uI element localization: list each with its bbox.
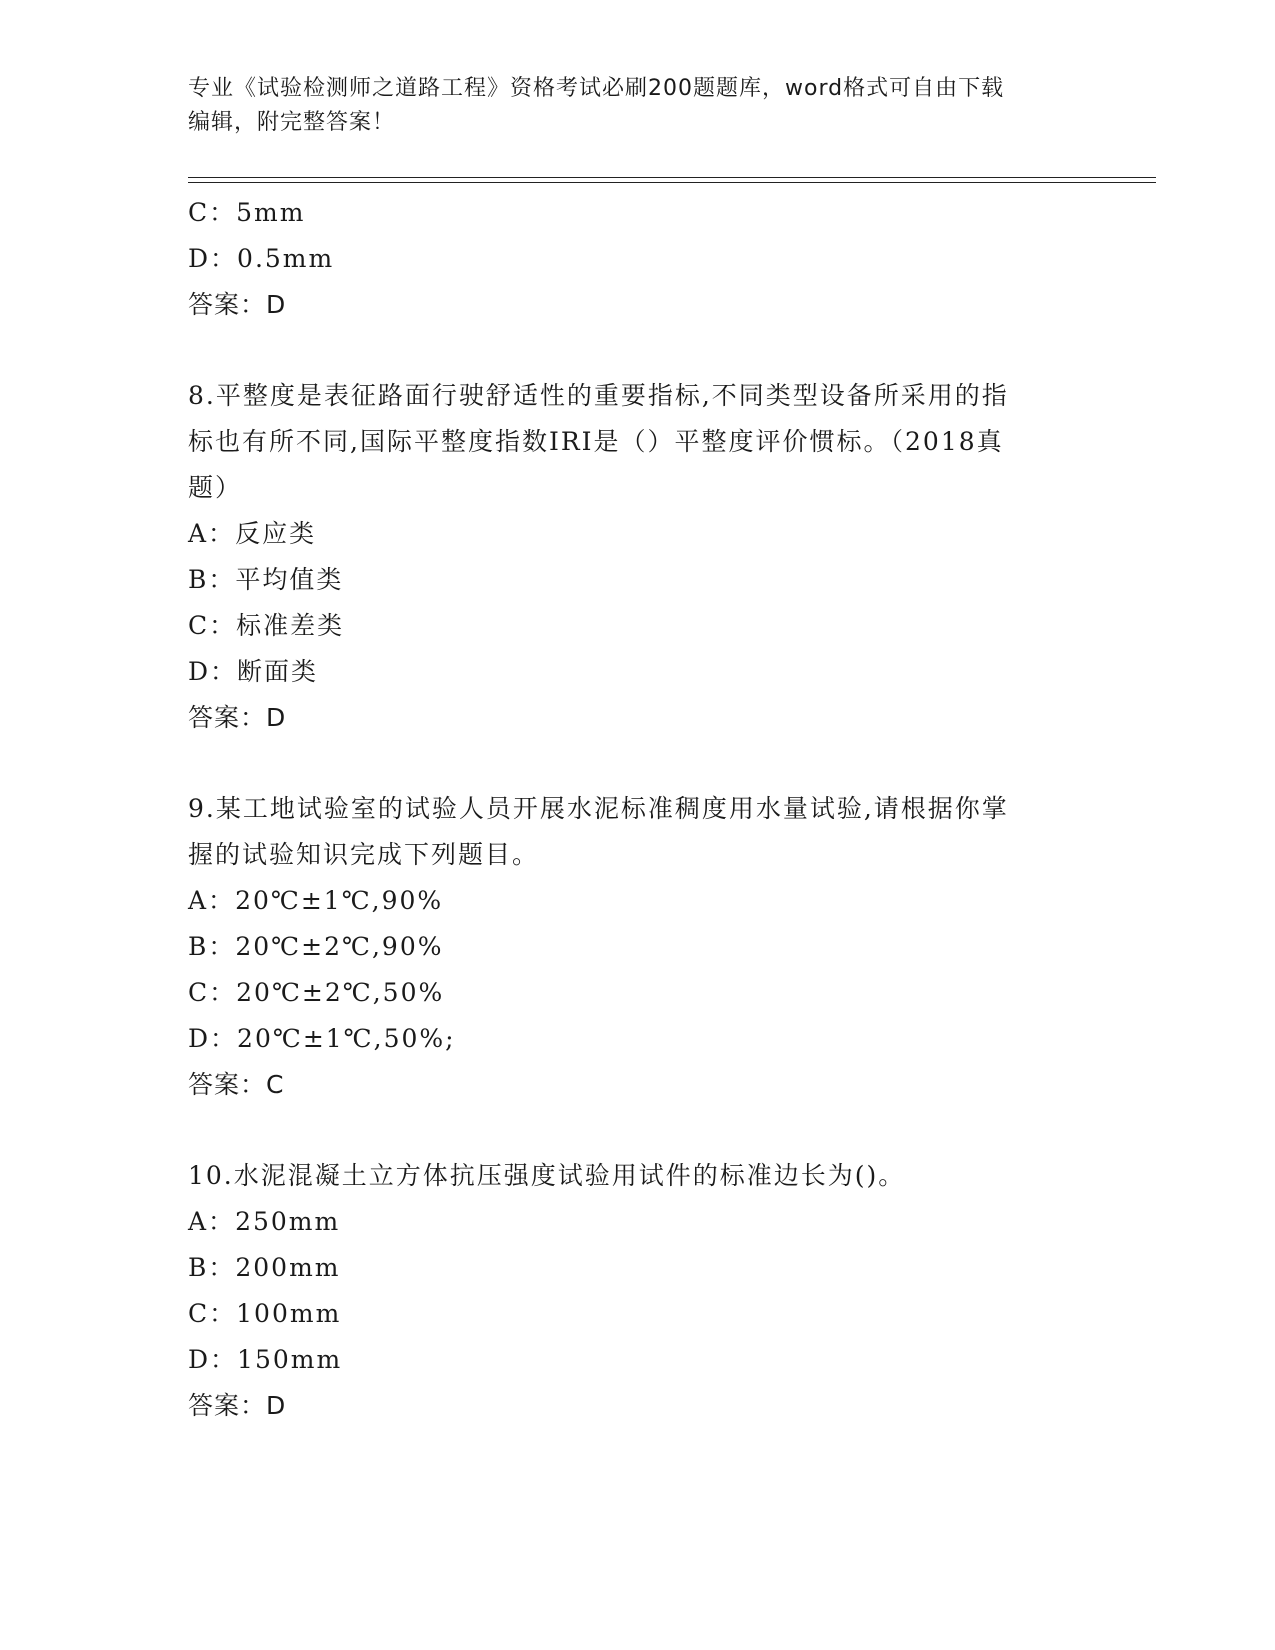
option-d	[188, 1016, 1088, 1062]
question-8	[188, 373, 1088, 741]
question-stem-line: 10.水泥混凝土立方体抗压强度试验用试件的标准边长为()。	[188, 1161, 906, 1190]
option-label: D：	[188, 1024, 238, 1053]
option-label: D：	[188, 657, 238, 686]
option-b	[188, 1245, 1088, 1291]
option-label: D：	[188, 244, 238, 273]
option-b	[188, 557, 1088, 603]
option-text: 反应类	[235, 519, 317, 548]
option-d	[188, 1337, 1088, 1383]
option-label: C：	[188, 198, 237, 227]
option-label: D：	[188, 1345, 238, 1374]
option-text: 0.5mm	[237, 244, 335, 273]
option-label: B：	[188, 565, 236, 594]
option-c	[188, 603, 1088, 649]
option-label: A：	[188, 886, 236, 915]
header-title-line-1: 专业《试验检测师之道路工程》资格考试必刷200题题库，word格式可自由下载	[188, 76, 1005, 101]
option-label: A：	[188, 519, 236, 548]
option-text: 200mm	[235, 1253, 341, 1282]
question-stem-line: 握的试验知识完成下列题目。	[188, 840, 540, 869]
answer-line: 答案：D	[188, 1391, 287, 1420]
option-text: 250mm	[235, 1207, 341, 1236]
question-stem-line: 标也有所不同,国际平整度指数IRI是（）平整度评价惯标。（2018真	[188, 427, 1004, 456]
option-text: 标准差类	[236, 611, 345, 640]
question-stem-line: 题）	[188, 473, 243, 502]
spacer	[188, 741, 1088, 786]
option-text: 20℃±1℃,50%;	[237, 1024, 456, 1053]
option-label: A：	[188, 1207, 236, 1236]
document-header	[188, 72, 1088, 140]
option-label: C：	[188, 611, 237, 640]
spacer	[188, 1108, 1088, 1153]
option-c	[188, 1291, 1088, 1337]
option-label: C：	[188, 978, 237, 1007]
option-text: 平均值类	[235, 565, 344, 594]
option-d	[188, 649, 1088, 695]
option-c	[188, 970, 1088, 1016]
question-9	[188, 786, 1088, 1108]
answer-line: 答案：C	[188, 1070, 285, 1099]
option-label: B：	[188, 1253, 236, 1282]
option-text: 150mm	[237, 1345, 343, 1374]
option-text: 20℃±2℃,90%	[235, 932, 444, 961]
option-a	[188, 1199, 1088, 1245]
option-a	[188, 878, 1088, 924]
question-stem-line: 8.平整度是表征路面行驶舒适性的重要指标,不同类型设备所采用的指	[188, 381, 1009, 410]
option-label: C：	[188, 1299, 237, 1328]
header-title-line-2: 编辑，附完整答案！	[188, 110, 396, 135]
option-c	[188, 190, 1088, 236]
option-b	[188, 924, 1088, 970]
header-divider-top	[188, 177, 1156, 178]
option-text: 20℃±1℃,90%	[235, 886, 444, 915]
question-10	[188, 1153, 1088, 1429]
document-body	[188, 190, 1088, 1429]
spacer	[188, 328, 1088, 373]
option-text: 5mm	[236, 198, 306, 227]
question-stem-line: 9.某工地试验室的试验人员开展水泥标准稠度用水量试验,请根据你掌	[188, 794, 1009, 823]
option-a	[188, 511, 1088, 557]
option-text: 断面类	[237, 657, 319, 686]
option-label: B：	[188, 932, 236, 961]
option-text: 100mm	[236, 1299, 342, 1328]
option-d	[188, 236, 1088, 282]
option-text: 20℃±2℃,50%	[236, 978, 445, 1007]
prev-question	[188, 190, 1088, 328]
answer-line: 答案：D	[188, 290, 287, 319]
header-divider-bottom	[188, 182, 1156, 183]
answer-line: 答案：D	[188, 703, 287, 732]
